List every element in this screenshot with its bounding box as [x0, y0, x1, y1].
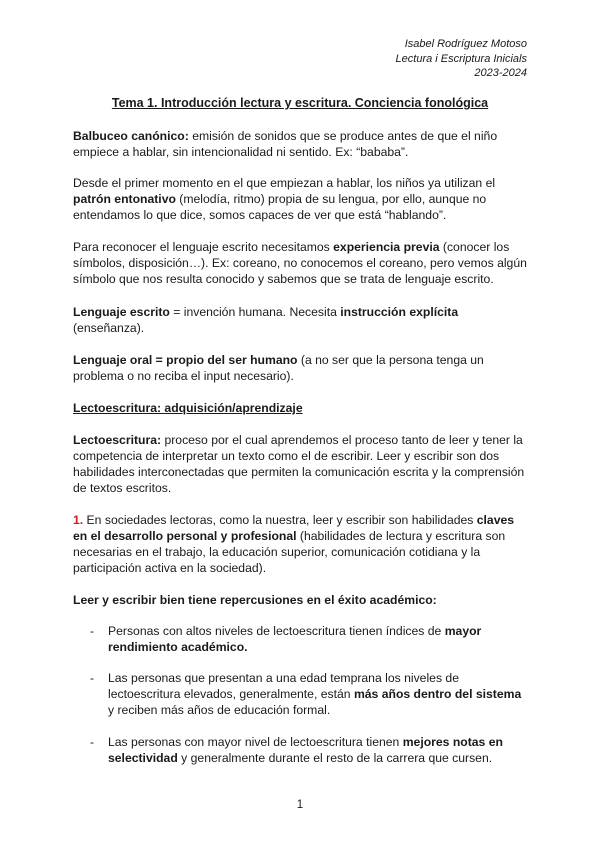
list-item-text: y generalmente durante el resto de la carrera que cursen.: [177, 751, 493, 765]
bold-text: Lectoescritura:: [73, 433, 162, 447]
bullet-dash: -: [90, 624, 95, 638]
paragraph-oral-language: [73, 352, 529, 384]
paragraph-text: (a no ser que la persona tenga un problema o no reciba el input necesario).: [73, 353, 484, 383]
bold-text: Lenguaje oral = propio del ser humano: [73, 353, 298, 367]
bold-text: instrucción explícita: [340, 305, 459, 319]
academic-year: 2023-2024: [474, 67, 527, 79]
list-item-text: Las personas que presentan a una edad temprana los niveles de lectoescritura elevados, generalmente, están: [108, 671, 459, 701]
bold-text: patrón entonativo: [73, 192, 176, 206]
page-number: 1: [296, 799, 304, 811]
author-name: Isabel Rodríguez Motoso: [404, 38, 527, 50]
paragraph-prior-experience: [73, 239, 529, 287]
section-heading: [73, 400, 529, 416]
bold-text: experiencia previa: [333, 240, 440, 254]
section-heading-text: Lectoescritura: adquisición/aprendizaje: [73, 401, 303, 415]
page-header: [396, 37, 527, 81]
paragraph-text: Para reconocer el lenguaje escrito necesitamos: [73, 240, 334, 254]
paragraph-text: = invención humana. Necesita: [169, 305, 341, 319]
course-name: Lectura i Escriptura Inicials: [395, 52, 527, 65]
list-item-text: y reciben más años de educación formal.: [108, 703, 331, 717]
paragraph-babbling: [73, 128, 529, 160]
bold-text: más años dentro del sistema: [353, 687, 522, 701]
list-item-text: Las personas con mayor nivel de lectoescritura tienen: [108, 735, 403, 749]
paragraph-literacy-definition: [73, 432, 529, 496]
paragraph-text: (conocer los símbolos, disposición…). Ex: coreano, no conocemos el coreano, pero vemos algún símbolo que nos resulta conocido y sabemos que se trata de lenguaje escrito.: [73, 240, 527, 286]
document-title: Tema 1. Introducción lectura y escritura. Conciencia fonológica: [111, 96, 489, 110]
term-label: Balbuceo canónico:: [73, 129, 189, 143]
bold-text: Lenguaje escrito: [73, 305, 170, 319]
paragraph-text: En sociedades lectoras, como la nuestra, leer y escribir son habilidades: [83, 513, 477, 527]
list-item-text: Personas con altos niveles de lectoescritura tienen índices de: [108, 624, 445, 638]
bullet-dash: -: [90, 671, 95, 685]
paragraph-text: Desde el primer momento en el que empiezan a hablar, los niños ya utilizan el: [73, 176, 496, 190]
paragraph-text: proceso por el cual aprendemos el proceso tanto de leer y tener la competencia de interpretar un texto como el de escribir. Leer y escribir son dos habilidades interconectadas que permiten la comunicación escrita y la comprensión de textos escritos.: [73, 433, 525, 495]
point-number: 1.: [73, 513, 84, 527]
paragraph-text: (enseñanza).: [73, 321, 145, 335]
paragraph-text: emisión de sonidos que se produce antes de que el niño empiece a hablar, sin intencionalidad ni sentido. Ex: “bababa”.: [73, 129, 498, 159]
bold-text: Leer y escribir bien tiene repercusiones en el éxito académico:: [73, 593, 437, 607]
bullet-dash: -: [90, 735, 95, 749]
bold-text: claves en el desarrollo personal y profesional: [73, 513, 515, 543]
paragraph-intonation: [73, 175, 529, 223]
paragraph-written-language: [73, 304, 529, 336]
paragraph-text: (melodía, ritmo) propia de su lengua, por ello, aunque no entendamos lo que dice, somos capaces de ver que está “hablando”.: [73, 192, 487, 222]
paragraph-academic-success: [73, 592, 529, 608]
bold-text: mejores notas en selectividad: [108, 735, 503, 765]
bold-text: mayor rendimiento académico.: [108, 624, 482, 654]
paragraph-reading-societies: [73, 512, 529, 576]
paragraph-text: (habilidades de lectura y escritura son necesarias en el trabajo, la educación superior, comunicación cotidiana y la participación activa en la sociedad).: [73, 529, 506, 575]
